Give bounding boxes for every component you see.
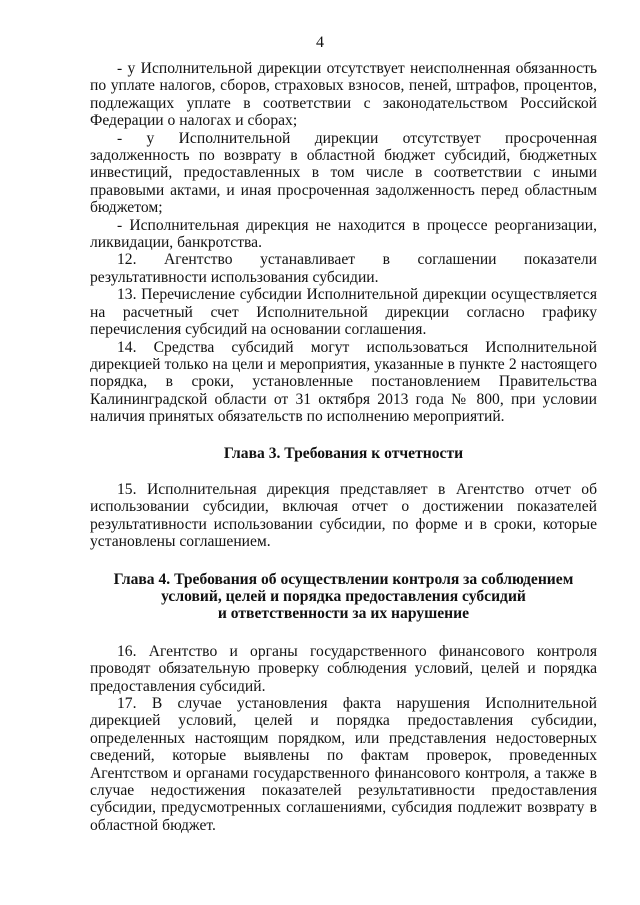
spacer [90,426,597,445]
paragraph-overdue-debt: - у Исполнительной дирекции отсутствует просроченная задолженность по возврату в областной бюджет субсидий, бюджетных инвестиций, предоставленных в том числе в соответствии с иными правовыми актами, и иная просроченная задолженность перед областным бюджетом; [90,129,597,217]
paragraph-12: 12. Агентство устанавливает в соглашении показатели результативности использования субсидии. [90,251,597,286]
paragraph-tax-obligations: - у Исполнительной дирекции отсутствует неисполненная обязанность по уплате налогов, сборов, страховых взносов, пеней, штрафов, процентов, подлежащих уплате в соответствии с законодательством Российской Федерации о налогах и сборах; [90,60,597,130]
chapter-4-heading-line: Глава 4. Требования об осуществлении контроля за соблюдением [113,570,574,588]
paragraph-16: 16. Агентство и органы государственного финансового контроля проводят обязательную проверку соблюдения условий, целей и порядка предоставления субсидий. [90,642,597,695]
spacer [90,551,597,571]
spacer [90,623,597,643]
document-body [90,60,597,834]
spacer [90,462,597,481]
paragraph-13: 13. Перечисление субсидии Исполнительной дирекции осуществляется на расчетный счет Исполнительной дирекции согласно графику перечисления субсидий на основании соглашения. [90,286,597,339]
page-number: 4 [316,34,324,51]
paragraph-15: 15. Исполнительная дирекция представляет в Агентство отчет об использовании субсидии, включая отчет о достижении показателей результативности использовании субсидии, по форме и в сроки, которые установлены соглашением. [90,480,597,551]
paragraph-reorganization: - Исполнительная дирекция не находится в процессе реорганизации, ликвидации, банкротства. [90,216,597,252]
chapter-4-heading-line: условий, целей и порядка предоставления субсидий [161,587,526,605]
chapter-3-heading: Глава 3. Требования к отчетности [223,444,464,462]
paragraph-17: 17. В случае установления факта нарушения Исполнительной дирекцией условий, целей и порядка предоставления субсидии, определенных настоящим порядком, или представления недостоверных сведений, которые выявлены по фактам проверок, проведенных Агентством и органами государственного финансового контроля, а также в случае недостижения показателей результативности предоставления субсидии, предусмотренных соглашениями, субсидия подлежит возврату в областной бюджет. [90,695,597,834]
paragraph-14: 14. Средства субсидий могут использоваться Исполнительной дирекцией только на цели и мероприятия, указанные в пункте 2 настоящего порядка, в сроки, установленные постановлением Правительства Калининградской области от 31 октября 2013 года № 800, при условии наличия принятых обязательств по исполнению мероприятий. [90,338,597,426]
chapter-4-heading-line: и ответственности за их нарушение [217,605,470,623]
chapter-4-heading [90,571,597,623]
